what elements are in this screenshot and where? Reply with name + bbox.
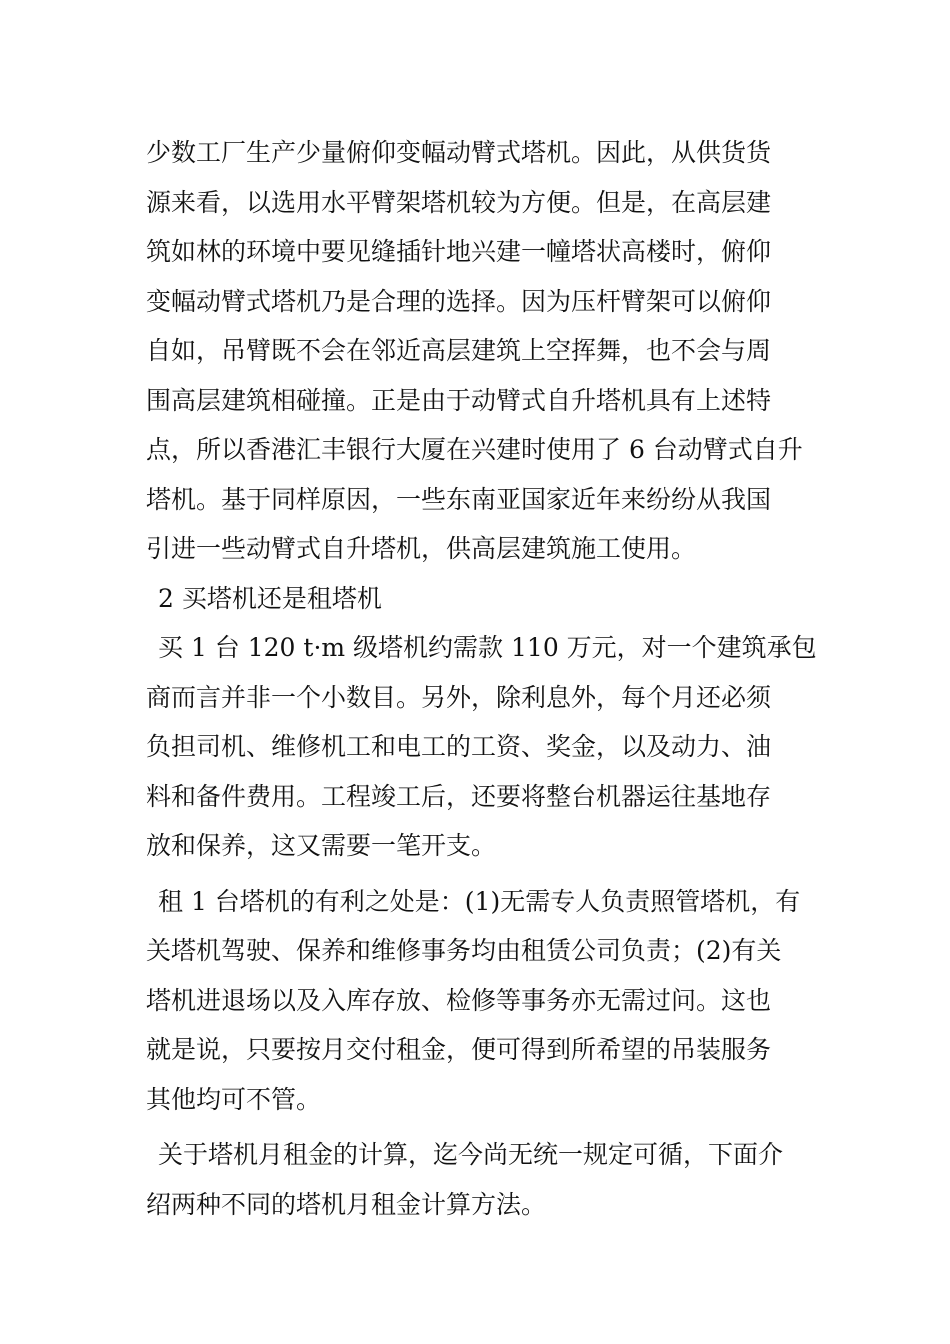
- text-line: 变幅动臂式塔机乃是合理的选择。因为压杆臂架可以俯仰: [146, 286, 772, 316]
- text-line: 自如，吊臂既不会在邻近高层建筑上空挥舞，也不会与周: [146, 336, 772, 365]
- text-line: 点，所以香港汇丰银行大厦在兴建时使用了 6 台动臂式自升: [146, 435, 803, 464]
- text-line: 商而言并非一个小数目。另外，除利息外，每个月还必须: [146, 682, 772, 712]
- text-line: 关塔机驾驶、保养和维修事务均由租赁公司负责；(2)有关: [146, 936, 782, 965]
- text-line: 料和备件费用。工程竣工后，还要将整台机器运往基地存: [146, 781, 772, 811]
- text-line: 放和保养，这又需要一笔开支。: [146, 831, 497, 860]
- text-line: 引进一些动臂式自升塔机，供高层建筑施工使用。: [146, 534, 697, 563]
- text-line: 围高层建筑相碰撞。正是由于动臂式自升塔机具有上述特: [146, 385, 772, 415]
- text-line: 筑如林的环境中要见缝插针地兴建一幢塔状高楼时，俯仰: [146, 237, 772, 266]
- text-line: 少数工厂生产少量俯仰变幅动臂式塔机。因此，从供货货: [146, 138, 772, 167]
- section-heading: 2 买塔机还是租塔机: [158, 583, 382, 613]
- body-text: [146, 128, 816, 1229]
- text-line: 负担司机、维修机工和电工的工资、奖金，以及动力、油: [146, 732, 772, 761]
- text-line: 其他均可不管。: [146, 1084, 322, 1114]
- text-line: 塔机进退场以及入库存放、检修等事务亦无需过问。这也: [146, 985, 772, 1015]
- text-line: 租 1 台塔机的有利之处是：(1)无需专人负责照管塔机，有: [158, 886, 801, 916]
- text-line: 买 1 台 120 t·m 级塔机约需款 110 万元，对一个建筑承包: [158, 633, 817, 662]
- text-line: 绍两种不同的塔机月租金计算方法。: [146, 1189, 547, 1219]
- text-line: 源来看，以选用水平臂架塔机较为方便。但是，在高层建: [146, 187, 772, 217]
- text-line: 塔机。基于同样原因，一些东南亚国家近年来纷纷从我国: [146, 484, 772, 514]
- text-line: 就是说，只要按月交付租金，便可得到所希望的吊装服务: [146, 1035, 772, 1064]
- text-line: 关于塔机月租金的计算，迄今尚无统一规定可循，下面介: [158, 1140, 784, 1169]
